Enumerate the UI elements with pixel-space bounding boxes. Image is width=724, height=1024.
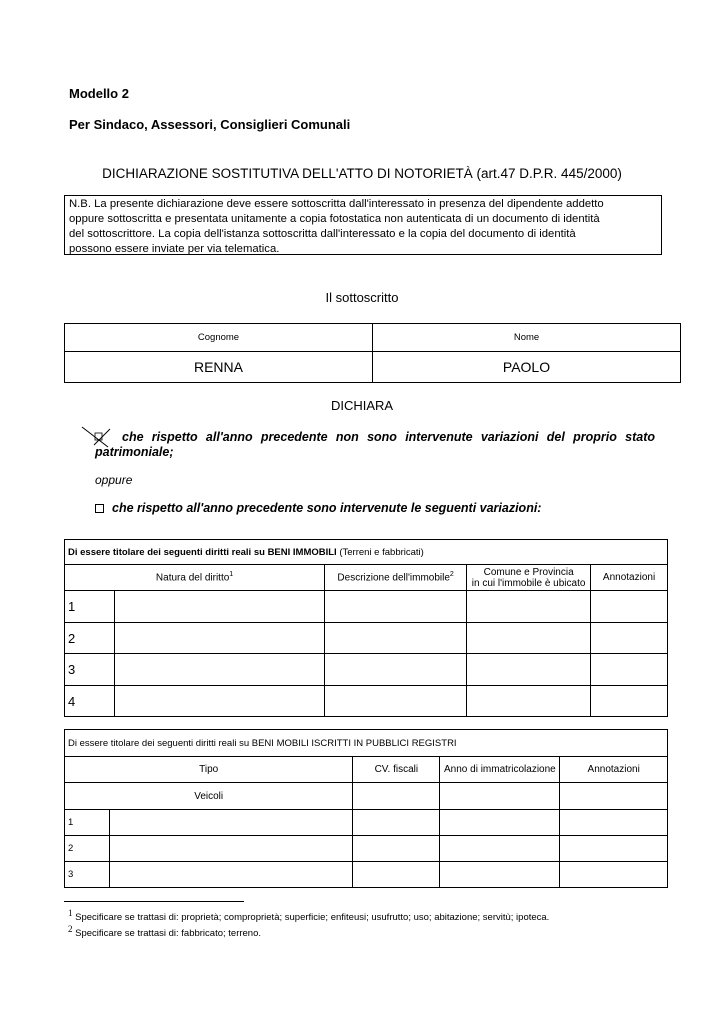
immobili-header-bold: Di essere titolare dei seguenti diritti reali su BENI IMMOBILI (68, 546, 337, 558)
table-row (65, 836, 668, 862)
table-cell[interactable] (325, 654, 467, 686)
col-cv-fiscali: CV. fiscali (353, 757, 440, 783)
col-comune-line: Comune e Provincia (483, 566, 574, 578)
declaration-option-1: che rispetto all'anno precedente non sono intervenute variazioni del proprio stato (122, 430, 655, 444)
table-cell[interactable] (440, 862, 560, 888)
table-cell[interactable] (591, 686, 668, 717)
table-row (65, 654, 668, 686)
table-cell[interactable] (467, 686, 591, 717)
table-row (65, 591, 668, 623)
table-cell[interactable] (440, 810, 560, 836)
col-anno: Anno di immatricolazione (440, 757, 560, 783)
veicoli-label: Veicoli (65, 783, 353, 810)
mobili-header: Di essere titolare dei seguenti diritti reali su BENI MOBILI ISCRITTI IN PUBBLICI REGISTRI (65, 730, 668, 757)
footnote-text: Specificare se trattasi di: fabbricato; terreno. (75, 928, 262, 940)
row-number: 2 (65, 623, 115, 654)
col-descrizione-label: Descrizione dell'immobile (337, 572, 450, 584)
dichiara-heading: DICHIARA (330, 398, 394, 413)
footnote-divider (64, 901, 244, 902)
declaration-option-2-text: che rispetto all'anno precedente sono intervenute le seguenti variazioni: (112, 501, 542, 515)
sottoscritto-table (64, 323, 681, 383)
mobili-table (64, 729, 668, 888)
footnote-1 (68, 908, 549, 923)
nb-line: N.B. La presente dichiarazione deve essere sottoscritta dall'interessato in presenza del dipendente addetto (69, 198, 604, 210)
footnote-text: Specificare se trattasi di: proprietà; comproprietà; superficie; enfiteusi; usufrutto; uso; abitazione; servitù; ipoteca. (75, 912, 550, 924)
table-cell[interactable] (115, 591, 325, 623)
checkbox-icon[interactable] (95, 504, 104, 513)
row-number: 3 (65, 654, 115, 686)
table-row (65, 810, 668, 836)
col-annotazioni: Annotazioni (591, 565, 668, 591)
table-cell[interactable] (110, 810, 353, 836)
row-number: 2 (65, 836, 110, 862)
col-annotazioni: Annotazioni (560, 757, 668, 783)
table-cell[interactable] (467, 591, 591, 623)
oppure-label: oppure (95, 473, 133, 487)
table-cell[interactable] (467, 623, 591, 654)
nb-line: del sottoscrittore. La copia dell'istanza sottoscritta dall'interessato e la copia del documento di identità (69, 228, 576, 240)
immobili-header (65, 540, 668, 565)
table-cell[interactable] (440, 783, 560, 810)
table-cell[interactable] (560, 783, 668, 810)
immobili-table (64, 539, 668, 717)
table-cell[interactable] (115, 654, 325, 686)
table-cell[interactable] (591, 591, 668, 623)
immobili-header-rest: (Terreni e fabbricati) (336, 546, 424, 558)
footnote-number: 2 (68, 924, 73, 934)
table-cell[interactable] (115, 686, 325, 717)
sottoscritto-heading: Il sottoscritto (325, 290, 399, 305)
table-cell[interactable] (560, 836, 668, 862)
table-cell[interactable] (110, 862, 353, 888)
nb-notice-box (64, 195, 662, 255)
nome-label: Nome (373, 324, 681, 352)
table-cell[interactable] (325, 686, 467, 717)
nb-line: oppure sottoscritta e presentata unitamente a copia fotostatica non autenticata di un documento di identità (69, 213, 600, 225)
row-number: 1 (65, 810, 110, 836)
declaration-option-2 (95, 501, 541, 515)
table-cell[interactable] (325, 623, 467, 654)
row-number: 3 (65, 862, 110, 888)
nome-value: PAOLO (373, 352, 681, 383)
nb-line: possono essere inviate per via telematica. (69, 243, 280, 255)
declaration-option-1-cont: patrimoniale; (95, 445, 174, 459)
table-cell[interactable] (325, 591, 467, 623)
row-number: 1 (65, 591, 115, 623)
table-cell[interactable] (591, 654, 668, 686)
table-cell[interactable] (353, 810, 440, 836)
table-row (65, 623, 668, 654)
table-cell[interactable] (591, 623, 668, 654)
col-comune-line: in cui l'immobile è ubicato (471, 577, 586, 589)
col-tipo: Tipo (65, 757, 353, 783)
col-natura-label: Natura del diritto (155, 572, 230, 584)
footnote-ref: 2 (449, 571, 454, 579)
document-subtitle: Per Sindaco, Assessori, Consiglieri Comunali (69, 117, 351, 132)
table-cell[interactable] (115, 623, 325, 654)
table-cell[interactable] (560, 862, 668, 888)
table-cell[interactable] (560, 810, 668, 836)
footnote-2 (68, 924, 261, 939)
table-row (65, 686, 668, 717)
col-natura (65, 565, 325, 591)
table-cell[interactable] (353, 783, 440, 810)
footnote-number: 1 (68, 908, 73, 918)
table-cell[interactable] (110, 836, 353, 862)
col-descrizione (325, 565, 467, 591)
table-cell[interactable] (353, 836, 440, 862)
row-number: 4 (65, 686, 115, 717)
table-cell[interactable] (467, 654, 591, 686)
model-label: Modello 2 (69, 86, 129, 101)
cognome-value: RENNA (65, 352, 373, 383)
footnote-ref: 1 (229, 571, 234, 579)
document-title: DICHIARAZIONE SOSTITUTIVA DELL'ATTO DI NOTORIETÀ (art.47 D.P.R. 445/2000) (102, 166, 622, 181)
col-comune (467, 565, 591, 591)
cognome-label: Cognome (65, 324, 373, 352)
table-row (65, 862, 668, 888)
table-cell[interactable] (353, 862, 440, 888)
table-cell[interactable] (440, 836, 560, 862)
